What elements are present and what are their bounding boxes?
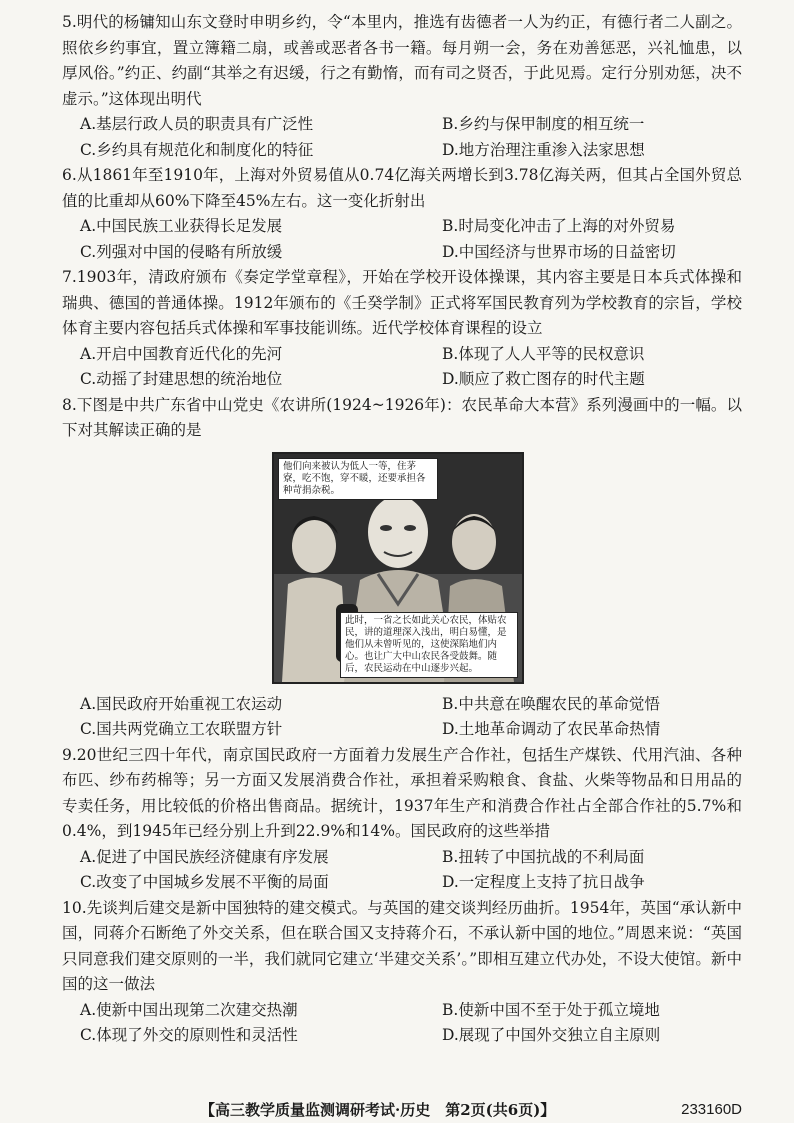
question-8 [62,393,742,743]
exam-page [62,10,742,1119]
option-d: D.地方治理注重渗入法家思想 [442,140,645,159]
question-7 [62,265,742,393]
option-d: D.中国经济与世界市场的日益密切 [442,242,676,261]
option-a: A.基层行政人员的职责具有广泛性 [80,115,314,133]
question-5 [62,10,742,163]
option-c: C.动摇了封建思想的统治地位 [80,370,283,388]
option-a: A.促进了中国民族经济健康有序发展 [80,847,329,866]
options [62,845,742,896]
options [62,998,742,1049]
option-c: C.列强对中国的侵略有所放缓 [80,242,283,261]
question-9 [62,743,742,896]
question-stem: 8.下图是中共广东省中山党史《农讲所(1924~1926年)：农民革命大本营》系列漫画中的一幅。以下对其解读正确的是 [62,395,742,439]
option-a: A.开启中国教育近代化的先河 [80,344,283,363]
option-b: B.乡约与保甲制度的相互统一 [442,115,645,133]
option-c: C.改变了中国城乡发展不平衡的局面 [80,873,329,891]
option-b: B.体现了人人平等的民权意识 [442,344,645,363]
page-footer [62,1097,742,1123]
options [62,214,742,265]
option-c: C.国共两党确立工农联盟方针 [80,720,283,738]
question-stem: 7.1903年，清政府颁布《奏定学堂章程》，开始在学校开设体操课，其内容主要是日本兵式体操和瑞典、德国的普通体操。1912年颁布的《壬癸学制》正式将军国民教育列为学校教育的宗旨，学校体育主要内容包括兵式体操和军事技能训练。近代学校体育课程的设立 [62,268,742,337]
footer-label: 【高三教学质量监测调研考试·历史 第2页(共6页)】 [200,1101,556,1119]
option-a: A.国民政府开始重视工农运动 [80,694,283,713]
option-b: B.时局变化冲击了上海的对外贸易 [442,217,676,235]
option-b: B.使新中国不至于处于孤立境地 [442,1000,660,1019]
options [62,342,742,393]
option-a: A.中国民族工业获得长足发展 [80,217,283,235]
option-d: D.一定程度上支持了抗日战争 [442,873,645,891]
option-b: B.扭转了中国抗战的不利局面 [442,847,645,866]
question-stem: 5.明代的杨镛知山东文登时申明乡约，令“本里内，推选有齿德者一人为约正，有德行者二人副之。照依乡约事宜，置立簿籍二扇，或善或恶者各书一籍。每月朔一会，务在劝善惩恶，兴礼恤患，以厚风俗。”约正、约副“其举之有迟缓，行之有勤惰，而有司之贤否，于此见焉。定行分别劝惩，决不虚示。”这体现出明代 [62,13,742,108]
option-d: D.展现了中国外交独立自主原则 [442,1026,661,1044]
question-stem: 10.先谈判后建交是新中国独特的建交模式。与英国的建交谈判经历曲折。1954年，英国“承认新中国，同蒋介石断绝了外交关系，但在联合国又支持蒋介石，不承认新中国的地位。”周恩来说：“英国只同意我们建交原则的一半，我们就同它建立‘半建交关系’。”即相互建立代办处，不设大使馆。新中国的这一做法 [62,898,742,993]
option-c: C.体现了外交的原则性和灵活性 [80,1026,298,1044]
comic-illustration [272,452,524,684]
exam-code: 233160D [681,1101,742,1118]
question-stem: 9.20世纪三四十年代，南京国民政府一方面着力发展生产合作社，包括生产煤铁、代用汽油、各种布匹、纱布药棉等；另一方面又发展消费合作社，承担着采购粮食、食盐、火柴等物品和日用品的专卖任务，用比较低的价格出售商品。据统计，1937年生产和消费合作社占全部合作社的5.7%和0.4%，到1945年已经分别上升到22.9%和14%。国民政府的这些举措 [62,745,742,840]
option-a: A.使新中国出现第二次建交热潮 [80,1000,298,1019]
option-d: D.顺应了救亡图存的时代主题 [442,370,645,388]
option-d: D.土地革命调动了农民革命热情 [442,720,661,738]
question-stem: 6.从1861年至1910年，上海对外贸易值从0.74亿海关两增长到3.78亿海关两，但其占全国外贸总值的比重却从60%下降至45%左右。这一变化折射出 [62,166,742,210]
caption-bottom: 此时，一省之长如此关心农民，体贴农民，讲的道理深入浅出，明白易懂，是他们从未曾听见的，这使深陷地们内心。也让广大中山农民各受鼓舞。随后，农民运动在中山逐步兴起。 [340,612,518,678]
caption-top: 他们向来被认为低人一等，住茅寮，吃不饱，穿不暖，还要承担各种苛捐杂税。 [278,458,438,500]
options [62,112,742,163]
options [62,692,742,743]
question-10 [62,896,742,1049]
option-b: B.中共意在唤醒农民的革命觉悟 [442,694,660,713]
question-6 [62,163,742,265]
option-c: C.乡约具有规范化和制度化的特征 [80,140,314,159]
